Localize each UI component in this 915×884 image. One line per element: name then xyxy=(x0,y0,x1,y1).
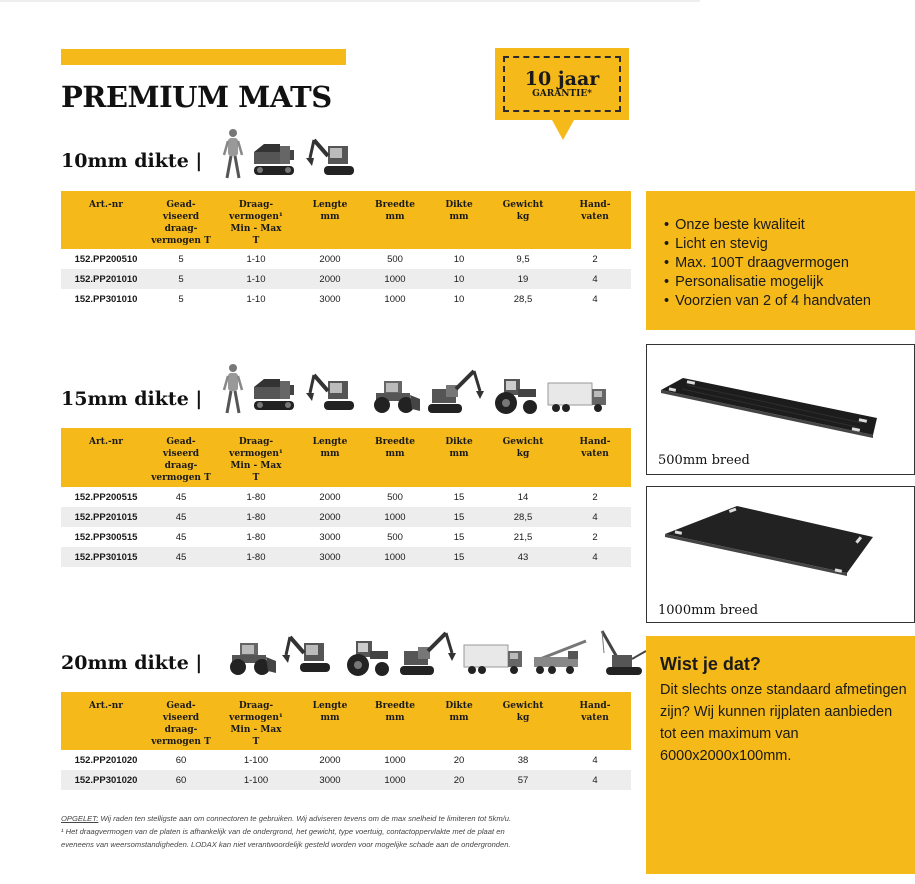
vehicle-icons-10mm xyxy=(222,128,360,180)
spec-table-10mm xyxy=(61,191,631,309)
photo-500mm xyxy=(646,344,915,475)
column-header xyxy=(151,191,211,249)
column-header-line: vermogen T xyxy=(151,236,211,246)
article-number-cell: 152.PP301020 xyxy=(61,770,151,790)
table-cell: 1-80 xyxy=(211,547,301,567)
excavator-icon xyxy=(426,367,484,415)
table-row xyxy=(61,770,631,790)
table-header-row xyxy=(61,428,631,487)
article-number-cell: 152.PP201015 xyxy=(61,507,151,527)
column-header xyxy=(487,692,559,750)
column-header xyxy=(61,191,151,249)
table-cell: 2000 xyxy=(319,754,341,766)
article-number-cell: 152.PP301015 xyxy=(61,547,151,567)
column-header-line: Min - Max xyxy=(230,461,282,471)
table-cell: 2000 xyxy=(319,491,341,503)
guarantee-pointer xyxy=(552,120,574,140)
guarantee-frame xyxy=(503,56,621,112)
table-row xyxy=(61,289,631,309)
column-header xyxy=(559,692,631,750)
table-cell: 4 xyxy=(559,770,631,790)
column-header-line: Dikte xyxy=(445,437,473,447)
column-header-line: mm xyxy=(449,449,469,459)
column-header-line: Gead- xyxy=(166,437,196,447)
column-header-line: vaten xyxy=(581,449,609,459)
wheel-loader-icon xyxy=(366,375,420,415)
feature-item: • Onze beste kwaliteit xyxy=(664,216,915,235)
table-cell: 10 xyxy=(431,269,487,289)
table-cell: 2000 xyxy=(301,269,359,289)
person-icon xyxy=(222,363,244,415)
column-header-line: Hand- xyxy=(579,437,611,447)
column-header-line: viseerd xyxy=(162,449,200,459)
footnote-text-1: Wij raden ten stelligste aan om connectoren te gebruiken. Wij adviseren tevens om de max snelheid te limiteren tot 5km/u. xyxy=(98,814,512,823)
truck-icon xyxy=(462,643,524,677)
column-header-line: mm xyxy=(320,212,340,222)
table-cell: 45 xyxy=(151,507,211,527)
column-header-line: Draag- xyxy=(238,701,274,711)
mobile-crane-icon xyxy=(530,637,590,677)
column-header xyxy=(431,428,487,487)
title-accent-bar xyxy=(61,49,346,65)
table-cell: 1000 xyxy=(359,547,431,567)
table-cell: 15 xyxy=(431,507,487,527)
mini-excavator-icon xyxy=(306,369,360,415)
table-cell: 45 xyxy=(175,531,187,543)
column-header xyxy=(359,428,431,487)
table-cell: 500 xyxy=(387,531,403,543)
table-cell: 43 xyxy=(487,547,559,567)
column-header-line: mm xyxy=(449,713,469,723)
table-cell: 4 xyxy=(559,547,631,567)
table-cell: 500 xyxy=(387,253,403,265)
table-cell: 1-10 xyxy=(246,253,266,265)
table-cell: 2 xyxy=(592,491,598,503)
column-header-line: mm xyxy=(385,212,405,222)
column-header-line: mm xyxy=(385,449,405,459)
table-cell: 1-80 xyxy=(211,507,301,527)
fact-text: Dit slechts onze standaard afmetingen zijn? Wij kunnen rijplaten aanbieden tot een maximum van 6000x2000x100mm. xyxy=(660,682,907,764)
table-cell: 57 xyxy=(487,770,559,790)
column-header xyxy=(151,692,211,750)
column-header-line: Dikte xyxy=(445,701,473,711)
table-cell: 5 xyxy=(178,293,184,305)
table-cell: 20 xyxy=(453,754,465,766)
column-header-line: Gead- xyxy=(166,200,196,210)
column-header-line: Hand- xyxy=(579,701,611,711)
table-row xyxy=(61,269,631,289)
table-cell: 2000 xyxy=(319,253,341,265)
table-cell: 1-80 xyxy=(246,531,266,543)
column-header xyxy=(487,428,559,487)
guarantee-badge xyxy=(495,48,629,120)
table-cell: 28,5 xyxy=(513,293,533,305)
feature-item: • Personalisatie mogelijk xyxy=(664,273,915,292)
table-cell: 1-100 xyxy=(211,770,301,790)
table-row xyxy=(61,750,631,770)
column-header-line: Lengte xyxy=(312,437,348,447)
column-header-line: Min - Max xyxy=(230,224,282,234)
table-cell: 1000 xyxy=(384,754,406,766)
table-cell: 10 xyxy=(453,293,465,305)
table-cell: 21,5 xyxy=(513,531,533,543)
column-header xyxy=(211,692,301,750)
column-header-line: viseerd xyxy=(162,212,200,222)
column-header-line: vermogen T xyxy=(151,473,211,483)
feature-item: • Licht en stevig xyxy=(664,235,915,254)
section-title-15mm: 15mm dikte | xyxy=(61,388,203,410)
table-header-row xyxy=(61,191,631,249)
column-header xyxy=(61,428,151,487)
person-icon xyxy=(222,128,244,180)
table-cell: 3000 xyxy=(319,293,341,305)
column-header-line: vaten xyxy=(581,212,609,222)
table-header-row xyxy=(61,692,631,750)
table-cell: 60 xyxy=(175,754,187,766)
feature-item: • Max. 100T draagvermogen xyxy=(664,254,915,273)
tractor-icon xyxy=(490,375,540,415)
column-header-line: Lengte xyxy=(312,701,348,711)
wheel-loader-icon xyxy=(222,637,276,677)
column-header xyxy=(559,428,631,487)
table-cell: 2 xyxy=(592,253,598,265)
column-header xyxy=(301,428,359,487)
column-header-line: mm xyxy=(320,449,340,459)
table-row xyxy=(61,527,631,547)
column-header xyxy=(487,191,559,249)
table-cell: 1-10 xyxy=(211,269,301,289)
table-cell: 1000 xyxy=(384,293,406,305)
column-header-line: Gewicht xyxy=(502,701,544,711)
spec-table-20mm xyxy=(61,692,631,790)
spec-table-15mm xyxy=(61,428,631,567)
table-cell: 28,5 xyxy=(487,507,559,527)
table-cell: 9,5 xyxy=(516,253,530,265)
column-header-line: draag- xyxy=(164,461,198,471)
photo-caption: 500mm breed xyxy=(658,453,750,468)
column-header-line: Art.-nr xyxy=(88,701,124,711)
excavator-icon xyxy=(398,629,456,677)
column-header-line: Breedte xyxy=(375,701,415,711)
features-list xyxy=(664,216,915,311)
column-header xyxy=(431,692,487,750)
column-header-line: T xyxy=(252,236,260,246)
table-cell: 15 xyxy=(453,531,465,543)
column-header-line: Art.-nr xyxy=(88,200,124,210)
column-header-line: Gead- xyxy=(166,701,196,711)
footnote-label: OPGELET: xyxy=(61,814,99,823)
dumper-icon xyxy=(250,140,300,180)
table-cell: 5 xyxy=(151,269,211,289)
table-cell: 10 xyxy=(453,253,465,265)
feature-item: • Voorzien van 2 of 4 handvaten xyxy=(664,292,915,311)
footnote-line-3: eveneens van weersomstandigheden. LODAX kan niet verantwoordelijk gesteld worden voor mogelijke schade aan de ondergronden. xyxy=(61,840,511,849)
table-cell: 3000 xyxy=(319,531,341,543)
tractor-icon xyxy=(342,637,392,677)
column-header xyxy=(359,191,431,249)
article-number-cell: 152.PP200515 xyxy=(74,491,138,503)
column-header-line: Dikte xyxy=(445,200,473,210)
table-cell: 3000 xyxy=(301,547,359,567)
column-header-line: draag- xyxy=(164,224,198,234)
column-header-line: vermogen¹ xyxy=(229,713,283,723)
column-header-line: mm xyxy=(320,713,340,723)
column-header xyxy=(431,191,487,249)
column-header xyxy=(151,428,211,487)
guarantee-years: 10 jaar xyxy=(524,68,600,90)
mini-excavator-icon xyxy=(306,134,360,180)
table-cell: 19 xyxy=(487,269,559,289)
table-cell: 1000 xyxy=(359,507,431,527)
column-header-line: kg xyxy=(516,449,530,459)
column-header-line: Art.-nr xyxy=(88,437,124,447)
table-cell: 2000 xyxy=(301,507,359,527)
mat-1000mm-image xyxy=(647,487,914,622)
table-cell: 3000 xyxy=(301,770,359,790)
table-cell: 45 xyxy=(175,491,187,503)
column-header-line: vermogen¹ xyxy=(229,449,283,459)
column-header-line: Breedte xyxy=(375,437,415,447)
column-header-line: mm xyxy=(385,713,405,723)
table-cell: 15 xyxy=(453,491,465,503)
column-header-line: kg xyxy=(516,212,530,222)
article-number-cell: 152.PP201020 xyxy=(74,754,138,766)
footnote-line-1 xyxy=(61,812,631,825)
column-header-line: vaten xyxy=(581,713,609,723)
table-cell: 4 xyxy=(592,293,598,305)
table-row xyxy=(61,249,631,269)
column-header xyxy=(359,692,431,750)
column-header-line: Min - Max xyxy=(230,725,282,735)
table-cell: 5 xyxy=(178,253,184,265)
table-row xyxy=(61,547,631,567)
table-cell: 4 xyxy=(559,507,631,527)
table-cell: 1000 xyxy=(359,269,431,289)
column-header xyxy=(301,191,359,249)
table-cell: 15 xyxy=(431,547,487,567)
table-cell: 60 xyxy=(151,770,211,790)
table-cell: 4 xyxy=(592,754,598,766)
column-header-line: T xyxy=(252,737,260,747)
page-title: PREMIUM MATS xyxy=(61,80,332,114)
vehicle-icons-20mm xyxy=(222,629,648,677)
footnote xyxy=(61,812,631,851)
footnote-line-2: ¹ Het draagvermogen van de platen is afhankelijk van de ondergrond, het gewicht, type voertuig, contactoppervlakte met de plaat en xyxy=(61,827,505,836)
article-number-cell: 152.PP301010 xyxy=(74,293,138,305)
photo-caption: 1000mm breed xyxy=(658,603,759,618)
mini-excavator-icon xyxy=(282,631,336,677)
table-cell: 38 xyxy=(517,754,529,766)
photo-1000mm xyxy=(646,486,915,623)
article-number-cell: 152.PP300515 xyxy=(74,531,138,543)
column-header-line: Draag- xyxy=(238,200,274,210)
table-cell: 1-80 xyxy=(246,491,266,503)
guarantee-label: GARANTIE* xyxy=(532,89,592,99)
crawler-crane-icon xyxy=(596,629,648,677)
column-header xyxy=(301,692,359,750)
column-header xyxy=(61,692,151,750)
column-header xyxy=(559,191,631,249)
table-cell: 1000 xyxy=(359,770,431,790)
article-number-cell: 152.PP201010 xyxy=(61,269,151,289)
column-header-line: T xyxy=(252,473,260,483)
fact-title: Wist je dat? xyxy=(660,654,761,674)
column-header-line: Gewicht xyxy=(502,200,544,210)
column-header-line: mm xyxy=(449,212,469,222)
dumper-icon xyxy=(250,375,300,415)
table-cell: 1-10 xyxy=(246,293,266,305)
table-cell: 4 xyxy=(559,269,631,289)
column-header xyxy=(211,191,301,249)
truck-icon xyxy=(546,381,608,415)
table-cell: 20 xyxy=(431,770,487,790)
table-cell: 2 xyxy=(592,531,598,543)
section-title-20mm: 20mm dikte | xyxy=(61,652,203,674)
features-box xyxy=(646,191,915,330)
column-header-line: vermogen¹ xyxy=(229,212,283,222)
vehicle-icons-15mm xyxy=(222,363,608,415)
table-cell: 1-100 xyxy=(243,754,269,766)
section-title-10mm: 10mm dikte | xyxy=(61,150,203,172)
column-header-line: Hand- xyxy=(579,200,611,210)
article-number-cell: 152.PP200510 xyxy=(74,253,138,265)
table-cell: 45 xyxy=(151,547,211,567)
column-header-line: Breedte xyxy=(375,200,415,210)
column-header-line: Gewicht xyxy=(502,437,544,447)
top-rule xyxy=(0,0,700,2)
table-row xyxy=(61,507,631,527)
column-header-line: vermogen T xyxy=(151,737,211,747)
table-cell: 14 xyxy=(517,491,529,503)
table-cell: 500 xyxy=(387,491,403,503)
column-header xyxy=(211,428,301,487)
column-header-line: kg xyxy=(516,713,530,723)
fact-box xyxy=(646,636,915,874)
column-header-line: viseerd xyxy=(162,713,200,723)
table-row xyxy=(61,487,631,507)
column-header-line: draag- xyxy=(164,725,198,735)
column-header-line: Lengte xyxy=(312,200,348,210)
column-header-line: Draag- xyxy=(238,437,274,447)
